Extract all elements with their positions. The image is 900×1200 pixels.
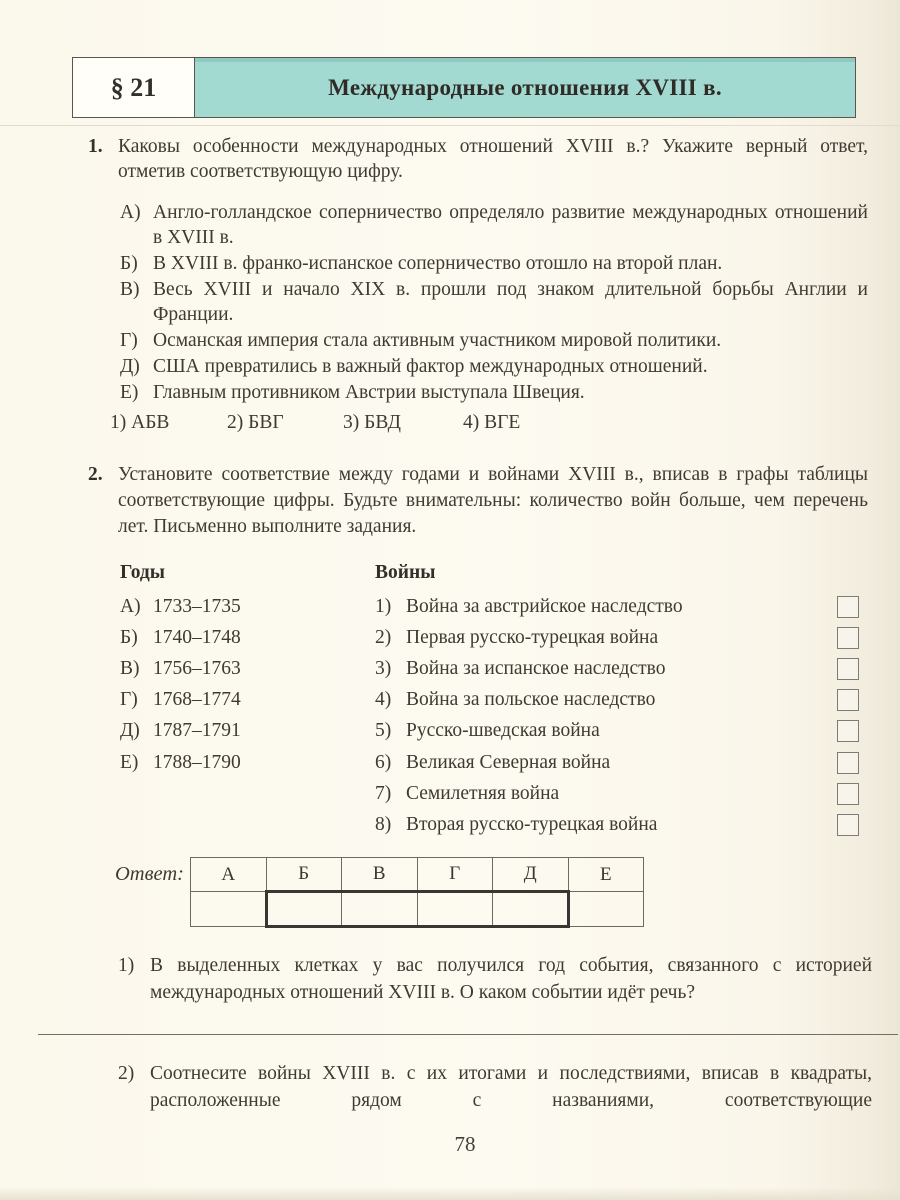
variant-4[interactable]: 4) ВГЕ [463,412,521,433]
war-8-number: 8) [375,813,392,835]
war-row [375,622,859,653]
page-edge-shadow [0,1187,900,1200]
answer-table-input-row [191,892,644,927]
year-e-range: 1788–1790 [153,751,241,773]
year-row [120,716,370,747]
answer-header-e: Е [568,858,644,892]
question-2 [88,462,868,540]
option-g [120,328,868,353]
answer-cell-b[interactable] [266,892,342,927]
matching-area [120,562,859,852]
option-e-text: Главным противником Австрии выступала Швеция. [153,382,585,403]
answer-write-line[interactable] [38,1034,898,1035]
option-g-letter: Г) [120,330,138,351]
option-v-text: Весь XVIII и начало XIX в. прошли под знаком длительной борьбы Англии и Франции. [153,279,868,325]
option-e [120,380,868,405]
question-2-prompt: Установите соответствие между годами и войнами XVIII в., вписав в графы таблицы соответствующие цифры. Будьте внимательны: количество войн больше, чем перечень лет. Письменно выполните задания. [118,464,868,537]
war-5-answer-checkbox[interactable] [837,720,859,742]
variant-1[interactable]: 1) АБВ [110,412,170,433]
answer-header-g: Г [417,858,493,892]
variant-2[interactable]: 2) БВГ [227,412,284,433]
answer-header-d: Д [493,858,569,892]
war-row [375,591,859,622]
year-b-range: 1740–1748 [153,626,241,648]
year-g-letter: Г) [120,689,138,711]
war-row [375,685,859,716]
war-3-number: 3) [375,657,392,679]
subquestion-1-number: 1) [118,955,135,976]
answer-header-b: Б [266,858,342,892]
war-row [375,778,859,809]
war-3-answer-checkbox[interactable] [837,658,859,680]
answer-cell-e[interactable] [568,892,644,927]
war-row [375,809,859,840]
year-d-range: 1787–1791 [153,720,241,742]
question-1 [88,134,868,184]
page-number: 78 [454,1132,476,1156]
option-a [120,200,868,250]
year-row [120,685,370,716]
war-8-answer-checkbox[interactable] [837,814,859,836]
war-7-answer-checkbox[interactable] [837,783,859,805]
variant-3[interactable]: 3) БВД [343,412,401,433]
war-4-answer-checkbox[interactable] [837,689,859,711]
war-1-answer-checkbox[interactable] [837,596,859,618]
answer-cell-g[interactable] [417,892,493,927]
year-row [120,591,370,622]
year-row [120,653,370,684]
subquestion-1 [118,952,872,1006]
question-1-answer-variants [110,412,520,434]
section-number: § 21 [73,58,195,117]
year-row [120,747,370,778]
answer-header-a: А [191,858,267,892]
option-b [120,251,868,276]
question-2-number: 2. [88,464,103,485]
war-row [375,716,859,747]
option-d-text: США превратились в важный фактор международных отношений. [153,356,708,377]
years-header: Годы [120,562,165,583]
option-d-letter: Д) [120,356,140,377]
option-b-text: В XVIII в. франко-испанское соперничество отошло на второй план. [153,253,723,274]
war-6-number: 6) [375,751,392,773]
year-g-range: 1768–1774 [153,689,241,711]
subquestion-2-number: 2) [118,1063,135,1084]
section-title: Международные отношения XVIII в. [195,58,855,117]
answer-header-v: В [342,858,418,892]
year-row [120,622,370,653]
war-2-name: Первая русско-турецкая война [406,626,659,648]
answer-cell-v[interactable] [342,892,418,927]
subquestion-2 [118,1060,872,1114]
war-8-name: Вторая русско-турецкая война [406,813,658,835]
war-1-number: 1) [375,595,392,617]
war-7-name: Семилетняя война [406,782,560,804]
war-row [375,747,859,778]
option-d [120,354,868,379]
answer-label: Ответ: [115,863,184,885]
year-a-letter: А) [120,595,141,617]
question-1-prompt: Каковы особенности международных отношений XVIII в.? Укажите верный ответ, отметив соответствующую цифру. [118,136,868,182]
war-2-number: 2) [375,626,392,648]
war-5-name: Русско-шведская война [406,720,600,742]
war-5-number: 5) [375,720,392,742]
subquestion-1-text: В выделенных клетках у вас получился год события, связанного с историей международных отношений XVIII в. О каком событии идёт речь? [150,955,872,1003]
question-1-number: 1. [88,136,103,157]
answer-table [190,857,644,928]
option-a-letter: А) [120,202,141,223]
answer-cell-d[interactable] [493,892,569,927]
war-1-name: Война за австрийское наследство [406,595,683,617]
question-1-options [120,200,868,406]
war-4-number: 4) [375,689,392,711]
header-divider [0,125,900,126]
war-6-answer-checkbox[interactable] [837,752,859,774]
option-b-letter: Б) [120,253,138,274]
option-v-letter: В) [120,279,140,300]
year-e-letter: Е) [120,751,139,773]
subquestion-2-text: Соотнесите войны XVIII в. с их итогами и последствиями, вписав в квадраты, расположенные рядом с названиями, соответствующие [150,1063,872,1111]
year-v-letter: В) [120,657,140,679]
option-a-text: Англо-голландское соперничество определяло развитие международных отношений в XVIII в. [153,202,868,248]
option-g-text: Османская империя стала активным участником мировой политики. [153,330,722,351]
war-7-number: 7) [375,782,392,804]
years-column [120,562,370,778]
answer-table-header-row [191,858,644,892]
year-b-letter: Б) [120,626,138,648]
option-e-letter: Е) [120,382,139,403]
answer-cell-a[interactable] [191,892,267,927]
war-row [375,653,859,684]
section-header [72,57,856,118]
option-v [120,277,868,327]
wars-header: Войны [375,562,436,583]
war-3-name: Война за испанское наследство [406,657,666,679]
wars-column [375,562,859,841]
year-a-range: 1733–1735 [153,595,241,617]
war-4-name: Война за польское наследство [406,689,656,711]
war-2-answer-checkbox[interactable] [837,627,859,649]
war-6-name: Великая Северная война [406,751,611,773]
year-v-range: 1756–1763 [153,657,241,679]
year-d-letter: Д) [120,720,140,742]
